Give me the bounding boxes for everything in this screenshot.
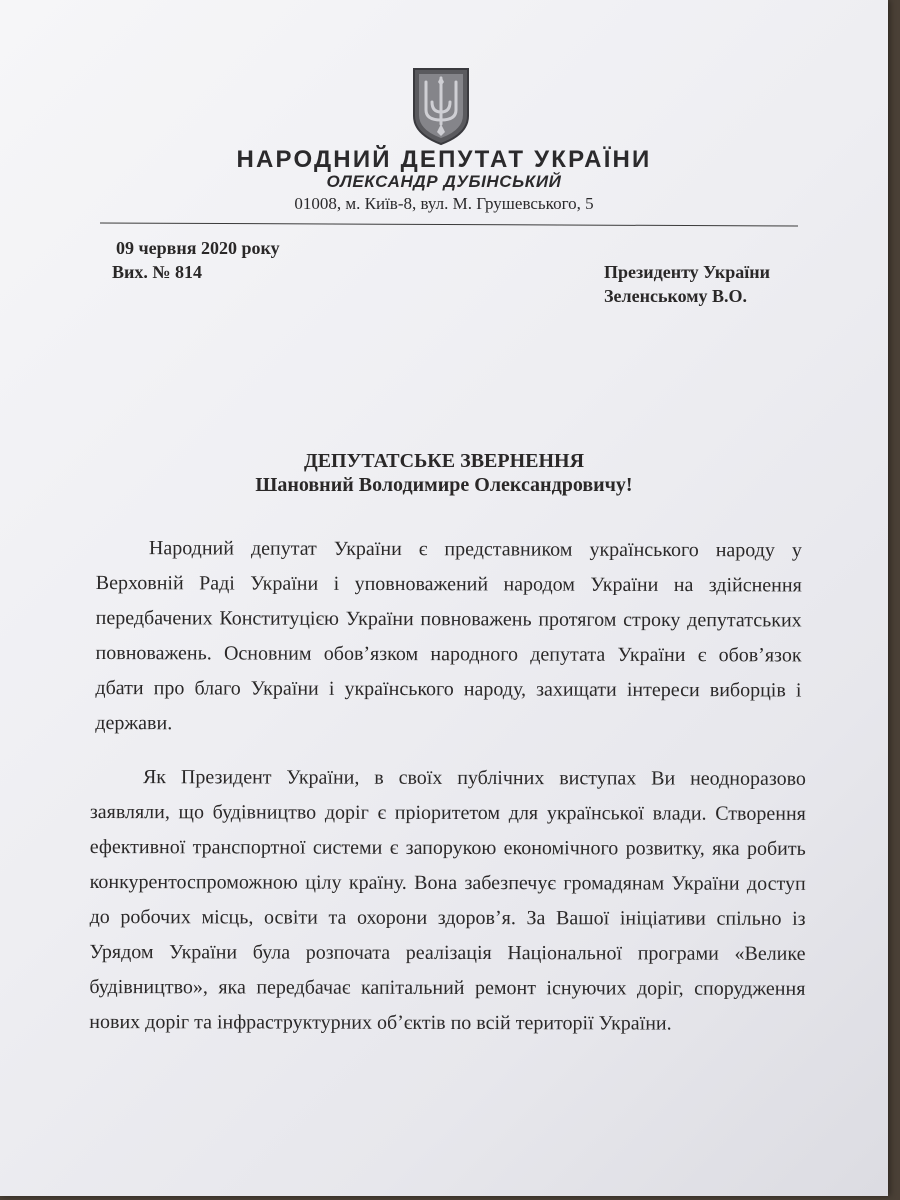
letterhead-address: 01008, м. Київ-8, вул. М. Грушевського, 5 — [294, 194, 594, 213]
body-paragraph-2: Як Президент України, в своїх публічних виступах Ви неодноразово заявляли, що будівництво доріг є пріоритетом для української влади. Створення ефективної транспортної системи є запорукою економічного розвитку, яка робить конкурентоспроможною цілу країну. Вона забезпечує громадянам України доступ до робочих місць, освіти та охорони здоров’я. За Вашої ініціативи спільно із Урядом України була розпочата реалізація Національної програми «Велике будівництво», яка передбачає капітальний ремонт існуючих доріг, спорудження нових доріг та інфраструктурних об’єктів по всій території України. — [89, 766, 806, 1035]
recipient-line-2: Зеленському В.О. — [604, 286, 748, 306]
recipient-line-1: Президенту України — [604, 262, 771, 282]
recipient-block — [604, 260, 770, 308]
letterhead-title: НАРОДНИЙ ДЕПУТАТ УКРАЇНИ — [236, 146, 652, 173]
document-title: ДЕПУТАТСЬКЕ ЗВЕРНЕННЯ — [303, 450, 585, 472]
letterhead-divider — [100, 222, 798, 226]
body-paragraph-1: Народний депутат України є представником українського народу у Верховній Раді України і уповноважений народом України на здійснення передбачених Конституцією України повноважень протягом строку депутатських повноважень. Основним обов’язком народного депутата України є обов’язок дбати про благо України і українського народу, захищати інтереси виборців і держави. — [95, 537, 802, 735]
outgoing-number: Вих. № 814 — [112, 262, 202, 282]
letter-date: 09 червня 2020 року — [116, 238, 280, 258]
trident-coat-of-arms-icon — [410, 66, 472, 146]
salutation: Шановний Володимире Олександровичу! — [255, 474, 633, 496]
deputy-name: ОЛЕКСАНДР ДУБІНСЬКИЙ — [326, 172, 562, 191]
